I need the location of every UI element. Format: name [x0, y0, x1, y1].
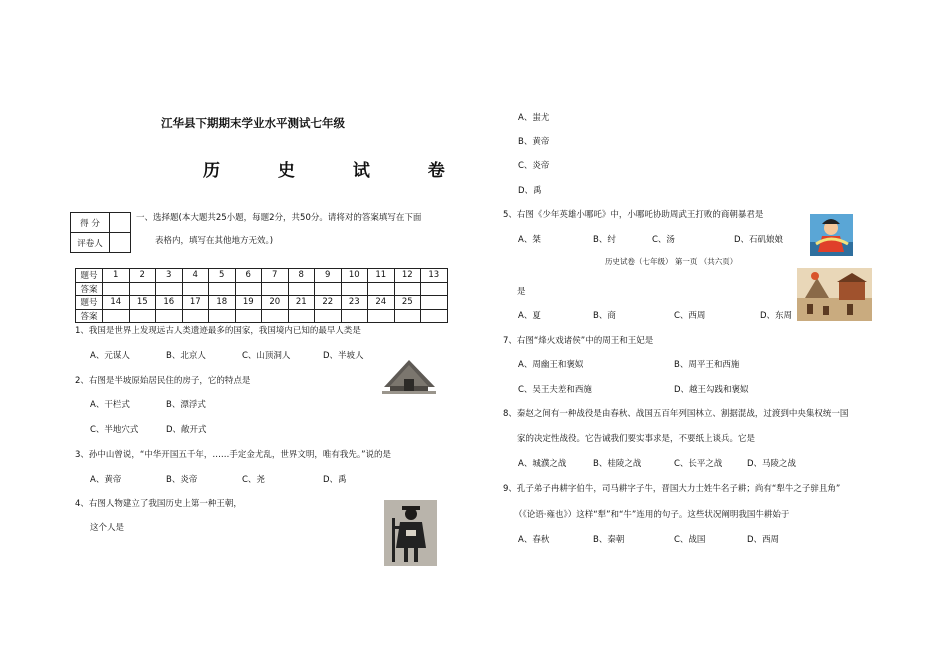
num-label: 题号: [76, 269, 103, 283]
q-number: 17: [182, 296, 209, 310]
q-number: [421, 296, 448, 310]
ans-label: 答案: [76, 309, 103, 323]
q8-option-b: B、桂陵之战: [593, 459, 642, 469]
q6-option-c: C、西周: [674, 311, 706, 321]
q-number: 12: [394, 269, 421, 283]
q1-option-d: D、半坡人: [323, 351, 364, 361]
q4-option-a: A、蚩尤: [518, 113, 550, 123]
q-number: 15: [129, 296, 156, 310]
q5-option-a: A、桀: [518, 235, 541, 245]
q8-option-d: D、马陵之战: [747, 459, 797, 469]
yu-figure-image: [384, 500, 437, 566]
q8-option-c: C、长平之战: [674, 459, 723, 469]
answer-cell[interactable]: [421, 282, 448, 296]
answer-cell[interactable]: [235, 309, 262, 323]
q4-option-b: B、黄帝: [518, 137, 550, 147]
q7-option-c: C、吴王夫差和西施: [518, 385, 592, 395]
q9-option-a: A、春秋: [518, 535, 550, 545]
q8-stem: 8、秦赵之间有一种战役是由春秋、战国五百年列国林立、割据混战，过渡到中央集权统一国: [503, 409, 849, 419]
q-number: 6: [235, 269, 262, 283]
answer-cell[interactable]: [129, 282, 156, 296]
q9-stem: 9、孔子弟子冉耕字伯牛，司马耕字子牛，晋国大力士姓牛名子耕；尚有“犁牛之子骍且角”: [503, 484, 841, 494]
subject-title: 历 史 试 卷: [203, 161, 471, 181]
answer-cell[interactable]: [209, 309, 236, 323]
q9-cont: （《论语·雍也》）这样“犁”和“牛”连用的句子。这些状况阐明我国牛耕始于: [514, 510, 790, 520]
answer-cell[interactable]: [421, 309, 448, 323]
q-number: 10: [341, 269, 368, 283]
q-number: 16: [156, 296, 183, 310]
nezha-cartoon-image: [810, 214, 853, 256]
q-number: 19: [235, 296, 262, 310]
answer-cell[interactable]: [103, 309, 130, 323]
q-number: 4: [182, 269, 209, 283]
q-number: 2: [129, 269, 156, 283]
answer-cell[interactable]: [209, 282, 236, 296]
q-number: 9: [315, 269, 342, 283]
q-number: 18: [209, 296, 236, 310]
answer-cell[interactable]: [182, 309, 209, 323]
q-number: 7: [262, 269, 289, 283]
q5-option-d: D、石矶娘娘: [734, 235, 784, 245]
q-number: 20: [262, 296, 289, 310]
answer-cell[interactable]: [262, 282, 289, 296]
q5-stem: 5、右图《少年英雄小哪吒》中，小哪吒协助周武王打败的商朝暴君是: [503, 210, 764, 220]
q-number: 13: [421, 269, 448, 283]
q2-option-d: D、敞开式: [166, 425, 207, 435]
q4-option-d: D、禹: [518, 186, 542, 196]
q3-option-a: A、黄帝: [90, 475, 122, 485]
q4-option-c: C、炎帝: [518, 161, 550, 171]
q-number: 8: [288, 269, 315, 283]
q9-option-d: D、西周: [747, 535, 780, 545]
q6-cont: 是: [517, 287, 526, 297]
answer-cell[interactable]: [368, 282, 395, 296]
q6-option-b: B、商: [593, 311, 616, 321]
answer-cell[interactable]: [129, 309, 156, 323]
q-number: 11: [368, 269, 395, 283]
q-number: 21: [288, 296, 315, 310]
q7-option-a: A、周幽王和褒姒: [518, 360, 584, 370]
answer-cell[interactable]: [315, 309, 342, 323]
q9-option-b: B、秦朝: [593, 535, 625, 545]
q-number: 1: [103, 269, 130, 283]
q-number: 24: [368, 296, 395, 310]
section1-line2: 表格内，填写在其他地方无效。): [155, 236, 274, 246]
section1-line1: 一、选择题(本大题共25小题，每题2分，共50分。请将对的答案填写在下面: [136, 213, 422, 223]
answer-cell[interactable]: [288, 309, 315, 323]
q4-stem: 4、右图人物建立了我国历史上第一种王朝，: [75, 499, 242, 509]
answer-cell[interactable]: [182, 282, 209, 296]
answer-cell[interactable]: [235, 282, 262, 296]
answer-row-2: [76, 309, 448, 323]
q5-option-b: B、纣: [593, 235, 616, 245]
answer-cell[interactable]: [288, 282, 315, 296]
exam-title: 江华县下期期末学业水平测试七年级: [161, 116, 345, 130]
ans-label: 答案: [76, 282, 103, 296]
number-row-2: [76, 296, 448, 310]
q3-option-c: C、尧: [242, 475, 265, 485]
answer-cell[interactable]: [156, 282, 183, 296]
q3-stem: 3、孙中山曾说，“中华开国五千年，……手定金尤乱，世界文明，唯有我先。”说的是: [75, 450, 391, 460]
q8-cont: 家的决定性战役。它告诫我们要实事求是，不要纸上谈兵。它是: [517, 434, 756, 444]
beacon-fire-image: [797, 268, 872, 321]
answer-table: [75, 268, 448, 323]
answer-cell[interactable]: [394, 282, 421, 296]
score-box: [70, 212, 131, 253]
q6-option-a: A、夏: [518, 311, 541, 321]
answer-cell[interactable]: [262, 309, 289, 323]
q2-option-b: B、漂浮式: [166, 400, 206, 410]
q7-stem: 7、右图“烽火戏诸侯”中的周王和王妃是: [503, 336, 654, 346]
q2-stem: 2、右图是半坡原始居民住的房子，它的特点是: [75, 376, 251, 386]
number-row-1: [76, 269, 448, 283]
q7-option-d: D、越王勾践和褒姒: [674, 385, 749, 395]
q-number: 22: [315, 296, 342, 310]
answer-cell[interactable]: [156, 309, 183, 323]
q-number: 3: [156, 269, 183, 283]
q8-option-a: A、城濮之战: [518, 459, 567, 469]
q7-option-b: B、周平王和西施: [674, 360, 740, 370]
answer-cell[interactable]: [315, 282, 342, 296]
num-label: 题号: [76, 296, 103, 310]
answer-row-1: [76, 282, 448, 296]
q2-option-c: C、半地穴式: [90, 425, 139, 435]
q3-option-b: B、炎帝: [166, 475, 198, 485]
q1-option-b: B、北京人: [166, 351, 206, 361]
grader-label: 评卷人: [71, 233, 110, 253]
q5-option-c: C、汤: [652, 235, 675, 245]
page-footer: 历史试卷（七年级） 第一页 （共六页）: [605, 257, 738, 266]
q9-option-c: C、战国: [674, 535, 706, 545]
score-label: 得 分: [71, 213, 110, 233]
answer-cell[interactable]: [103, 282, 130, 296]
answer-cell[interactable]: [368, 309, 395, 323]
q1-stem: 1、我国是世界上发现远古人类遗迹最多的国家，我国境内已知的最早人类是: [75, 326, 361, 336]
answer-cell[interactable]: [341, 282, 368, 296]
q-number: 5: [209, 269, 236, 283]
q6-option-d: D、东周: [760, 311, 793, 321]
q2-option-a: A、干栏式: [90, 400, 130, 410]
banpo-house-image: [380, 357, 438, 397]
q1-option-a: A、元谋人: [90, 351, 130, 361]
q1-option-c: C、山顶洞人: [242, 351, 291, 361]
q-number: 25: [394, 296, 421, 310]
q4-cont: 这个人是: [90, 523, 125, 533]
answer-cell[interactable]: [394, 309, 421, 323]
q-number: 23: [341, 296, 368, 310]
q3-option-d: D、禹: [323, 475, 347, 485]
answer-cell[interactable]: [341, 309, 368, 323]
q-number: 14: [103, 296, 130, 310]
